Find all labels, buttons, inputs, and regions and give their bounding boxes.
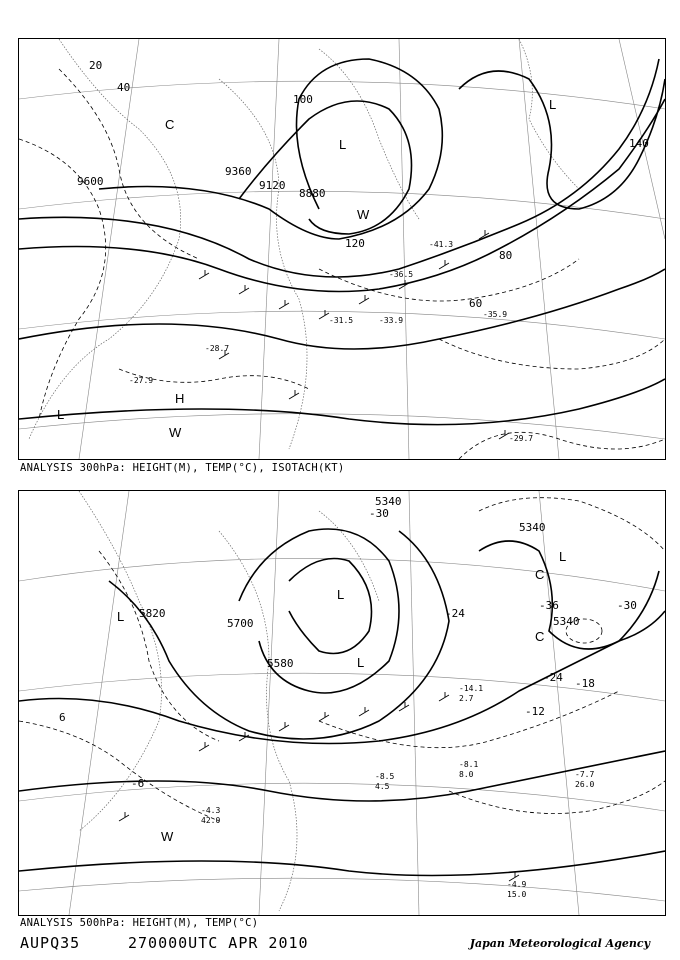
low-center-marker: L [559, 549, 567, 564]
station-value: 2.7 [459, 694, 474, 703]
map-panel-500hpa [18, 490, 666, 916]
low-center-marker: L [357, 655, 365, 670]
isotach-labels [89, 59, 649, 310]
isotherm-label: -24 [445, 607, 465, 620]
isotach-label: 60 [469, 297, 483, 310]
isotherm-label: -24 [543, 671, 563, 684]
warm-marker: W [161, 829, 174, 844]
height-label: 9600 [77, 175, 104, 188]
isotach-label: 140 [629, 137, 649, 150]
isotach-label: 120 [345, 237, 365, 250]
high-center-marker: H [175, 391, 185, 406]
isotherm-label: -12 [525, 705, 545, 718]
warm-marker: W [169, 425, 182, 440]
station-value: -14.1 [459, 684, 484, 693]
isotherm-label: -36 [539, 599, 559, 612]
temp-label: -28.7 [205, 344, 230, 353]
temp-label: -27.9 [129, 376, 154, 385]
isotach-label: 100 [293, 93, 313, 106]
height-label: 5340 [375, 495, 402, 508]
isotach-label: 20 [89, 59, 103, 72]
isotherm-label: -6 [131, 777, 145, 790]
cold-marker: C [165, 117, 175, 132]
isotherm-isotach-contours [19, 69, 665, 459]
isotherm-contours [19, 498, 665, 821]
low-center-marker: L [57, 407, 65, 422]
height-label: 8880 [299, 187, 326, 200]
warm-marker: W [357, 207, 370, 222]
temp-label: -33.9 [379, 316, 404, 325]
panel-caption-300hpa: ANALYSIS 300hPa: HEIGHT(M), TEMP(°C), ISOTACH(KT) [20, 462, 345, 474]
map-500hpa-canvas [19, 491, 665, 915]
station-value: 4.5 [375, 782, 390, 791]
temp-labels [129, 240, 533, 443]
low-center-marker: L [549, 97, 557, 112]
map-panel-300hpa [18, 38, 666, 460]
low-center-marker: L [337, 587, 345, 602]
temp-label: -36.5 [389, 270, 414, 279]
height-label: 9120 [259, 179, 286, 192]
station-value: -4.9 [507, 880, 527, 889]
temp-label: -35.9 [483, 310, 508, 319]
height-contours [19, 529, 665, 876]
height-label: 9360 [225, 165, 252, 178]
low-center-marker: L [117, 609, 125, 624]
height-contours [19, 59, 665, 425]
station-value: 42.0 [201, 816, 221, 825]
station-value: 8.0 [459, 770, 474, 779]
low-center-marker: L [339, 137, 347, 152]
height-label: 5820 [139, 607, 166, 620]
isotherm-label: 6 [59, 711, 66, 724]
isotherm-label: -30 [369, 507, 389, 520]
temp-label: -31.5 [329, 316, 354, 325]
isotherm-label: -18 [575, 677, 595, 690]
chart-id: AUPQ35 [20, 934, 81, 952]
temp-label: -29.7 [509, 434, 534, 443]
isotach-label: 80 [499, 249, 513, 262]
station-value: 26.0 [575, 780, 595, 789]
station-value: 15.0 [507, 890, 527, 899]
height-label: 5340 [519, 521, 546, 534]
height-label: 5580 [267, 657, 294, 670]
isotherm-labels [59, 507, 637, 790]
panel-caption-500hpa: ANALYSIS 500hPa: HEIGHT(M), TEMP(°C) [20, 917, 259, 929]
cold-marker: C [535, 629, 545, 644]
isotach-label: 40 [117, 81, 131, 94]
agency-credit: Japan Meteorological Agency [469, 937, 650, 950]
temp-label: -41.3 [429, 240, 454, 249]
height-label: 5700 [227, 617, 254, 630]
cold-marker: C [535, 567, 545, 582]
station-value: -4.3 [201, 806, 221, 815]
valid-time: 270000UTC APR 2010 [128, 934, 309, 952]
station-value: -8.1 [459, 760, 479, 769]
station-value: -7.7 [575, 770, 595, 779]
height-label: 5340 [553, 615, 580, 628]
isotherm-label: -30 [617, 599, 637, 612]
map-300hpa-canvas [19, 39, 665, 459]
pressure-system-symbols [57, 97, 556, 440]
station-value: -8.5 [375, 772, 395, 781]
height-labels [77, 165, 326, 200]
coastlines [79, 491, 379, 911]
